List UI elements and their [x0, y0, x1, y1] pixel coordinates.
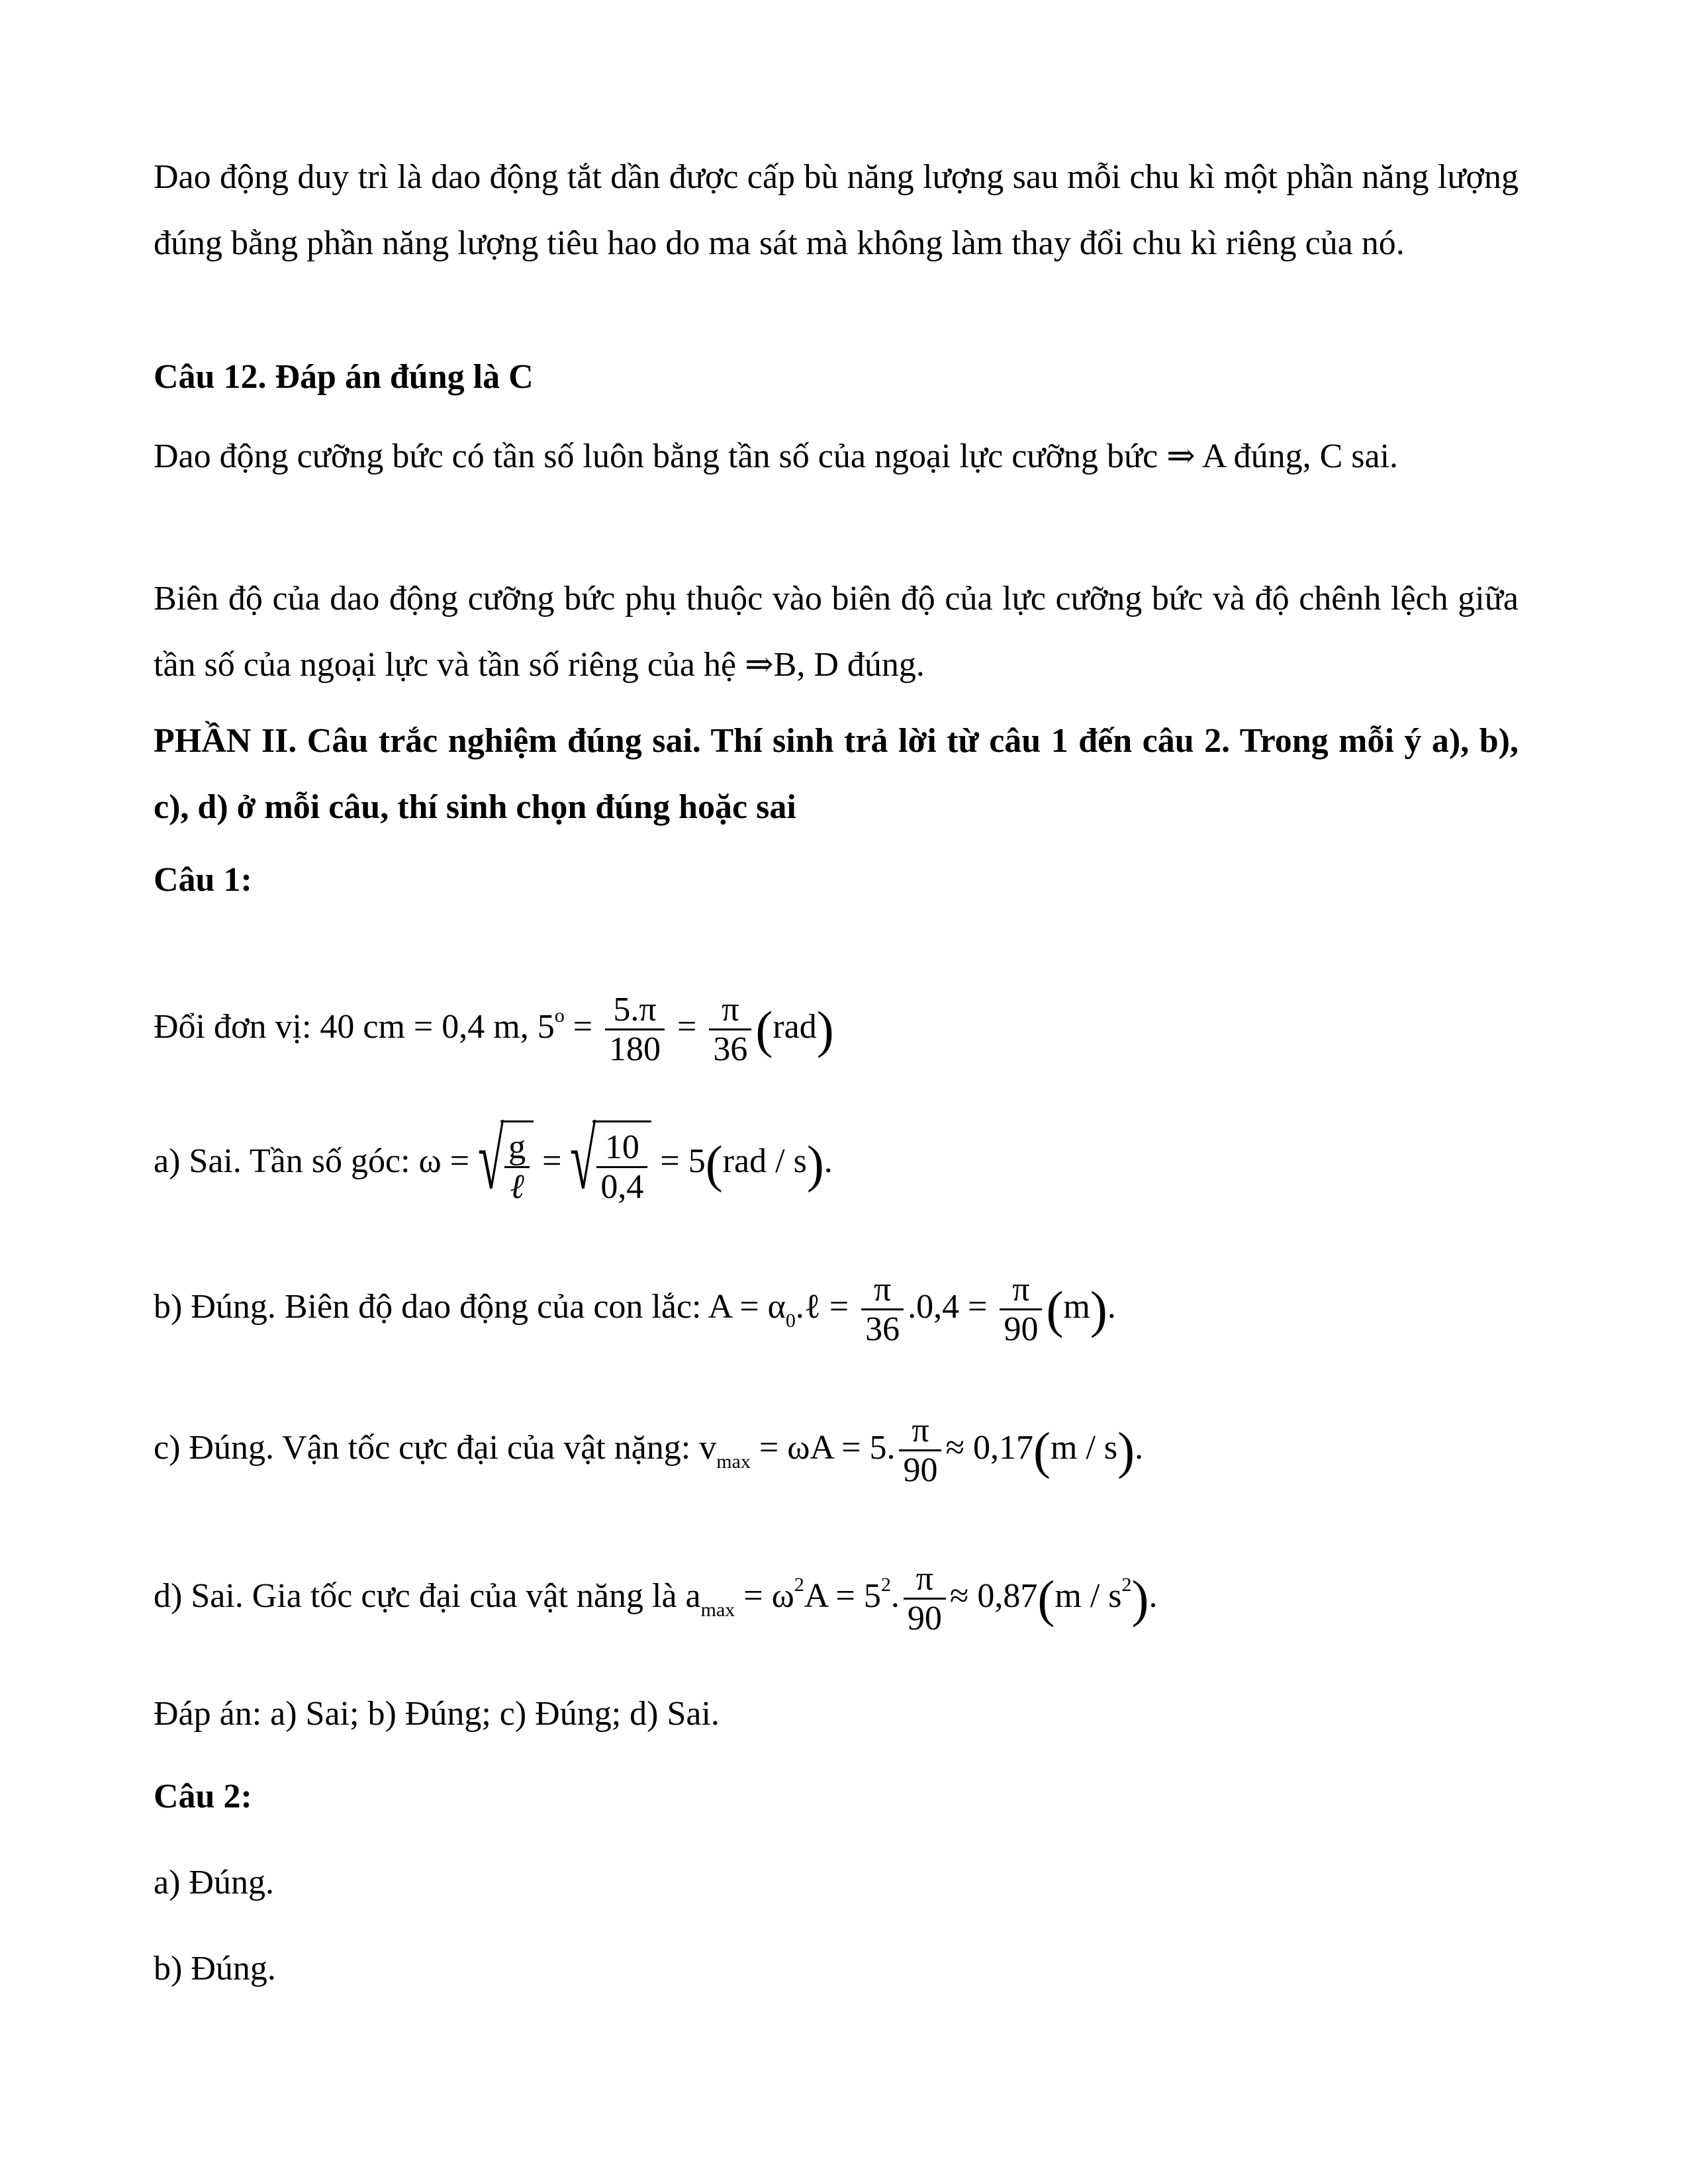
unit-rad: rad — [773, 1008, 817, 1046]
fraction-pi-90 — [904, 1561, 946, 1638]
fraction-denominator: ℓ — [504, 1166, 530, 1206]
cau12-para2: Biên độ của dao động cưỡng bức phụ thuộc vào biên độ của lực cưỡng bức và độ chênh lệch giữa tần số của ngoại lực và tần số riêng của hệ ⇒B, D đúng. — [154, 580, 1519, 684]
fraction-denominator: 90 — [1000, 1308, 1042, 1349]
intro-paragraph: Dao động duy trì là dao động tắt dần được cấp bù năng lượng sau mỗi chu kì một phần năng lượng đúng bằng phần năng lượng tiêu hao do ma sát mà không làm thay đổi chu kì riêng của nó. — [154, 158, 1519, 262]
item-c-label: c) Đúng. Vận tốc cực đại của vật nặng: — [154, 1429, 691, 1467]
period: . — [1149, 1577, 1158, 1615]
conversion-equation — [154, 976, 834, 1069]
unit-rad-s: rad / s — [722, 1142, 807, 1180]
cau12-para1: Dao động cưỡng bức có tần số luôn bằng tần số của ngoại lực cưỡng bức ⇒ A đúng, C sai. — [154, 437, 1399, 475]
fraction-denominator: 180 — [605, 1028, 665, 1069]
item-d-label: d) Sai. Gia tốc cực đại của vật năng là — [154, 1577, 677, 1615]
fraction-denominator: 36 — [861, 1308, 904, 1349]
right-paren: ) — [1117, 1422, 1135, 1480]
fraction-numerator: π — [873, 1270, 892, 1308]
unit-m-s: m / s — [1051, 1429, 1118, 1467]
degree-symbol: o — [554, 1005, 565, 1026]
unit-m: m — [1063, 1288, 1090, 1326]
fraction-g-l — [504, 1129, 530, 1206]
dot-l: .ℓ = — [795, 1288, 849, 1326]
eq-sign: = — [542, 1142, 562, 1180]
fraction-5pi-180 — [605, 991, 665, 1069]
cau1-answer: Đáp án: a) Sai; b) Đúng; c) Đúng; d) Sai. — [154, 1695, 720, 1733]
item-d-equation — [154, 1545, 1158, 1650]
item-b-label: b) Đúng. Biên độ dao động của con lắc: — [154, 1288, 702, 1326]
left-paren: ( — [1033, 1422, 1051, 1480]
conversion-label: Đổi đơn vị: 40 cm — [154, 1008, 405, 1046]
right-paren: ) — [806, 1135, 824, 1193]
period: . — [823, 1142, 833, 1180]
superscript-2: 2 — [1121, 1574, 1132, 1596]
item-a-label: a) Sai. Tần số góc: — [154, 1142, 410, 1180]
item-b-equation — [154, 1267, 1116, 1361]
v-expr: = ωA = 5. — [759, 1429, 896, 1467]
fraction-numerator: π — [912, 1411, 929, 1449]
left-paren: ( — [705, 1135, 723, 1193]
fraction-pi-36 — [709, 991, 751, 1069]
fraction-numerator: π — [915, 1559, 933, 1598]
fraction-numerator: 5.π — [613, 990, 657, 1028]
sqrt-g-over-l — [478, 1111, 534, 1208]
subscript-max: max — [716, 1451, 751, 1473]
fraction-denominator: 36 — [709, 1028, 751, 1069]
dot: . — [890, 1577, 900, 1615]
item-c-equation — [154, 1408, 1143, 1502]
v-symbol: v — [699, 1429, 717, 1467]
subscript-0: 0 — [785, 1310, 796, 1332]
conversion-eq1: = 0,4 m, 5 — [413, 1008, 555, 1046]
fraction-pi-90 — [1000, 1271, 1042, 1349]
fraction-pi-36 — [861, 1271, 904, 1349]
a-approx: ≈ 0,87 — [949, 1577, 1038, 1615]
fraction-denominator: 0,4 — [596, 1166, 647, 1206]
left-paren: ( — [1046, 1281, 1064, 1339]
amplitude-A: A = α — [708, 1288, 786, 1326]
fraction-numerator: π — [1012, 1270, 1030, 1308]
a-symbol: a — [685, 1577, 701, 1615]
fraction-denominator: 90 — [904, 1598, 946, 1638]
cau2-item-b: b) Đúng. — [154, 1950, 276, 1987]
a-expr-1: = ω — [743, 1577, 794, 1615]
v-approx: ≈ 0,17 — [945, 1429, 1034, 1467]
cau1-heading: Câu 1: — [154, 861, 252, 899]
omega-eq: ω = — [418, 1142, 470, 1180]
omega-result: = 5 — [660, 1142, 706, 1180]
fraction-pi-90 — [899, 1412, 941, 1490]
conversion-eq2: = — [573, 1008, 593, 1046]
fraction-denominator: 90 — [899, 1449, 941, 1490]
part2-heading: PHẦN II. Câu trắc nghiệm đúng sai. Thí sinh trả lời từ câu 1 đến câu 2. Trong mỗi ý a), b), c), d) ở mỗi câu, thí sinh chọn đúng hoặc sai — [154, 722, 1519, 826]
fraction-numerator: π — [722, 990, 739, 1028]
left-paren: ( — [1037, 1570, 1055, 1628]
period: . — [1107, 1288, 1116, 1326]
cau12-heading: Câu 12. Đáp án đúng là C — [154, 358, 534, 396]
subscript-max: max — [700, 1599, 735, 1621]
superscript-2: 2 — [794, 1574, 804, 1596]
cau2-heading: Câu 2: — [154, 1778, 252, 1815]
right-paren: ) — [1131, 1570, 1149, 1628]
left-paren: ( — [755, 1001, 773, 1059]
mid-expr: .0,4 = — [908, 1288, 988, 1326]
item-a-equation — [154, 1111, 833, 1208]
fraction-numerator: g — [508, 1128, 526, 1167]
radical-sign-icon: √ — [478, 1111, 504, 1207]
right-paren: ) — [816, 1001, 834, 1059]
radical-sign-icon: √ — [570, 1111, 596, 1207]
right-paren: ) — [1090, 1281, 1107, 1339]
fraction-numerator: 10 — [604, 1128, 639, 1167]
unit-m-s2: m / s — [1055, 1577, 1122, 1615]
cau2-item-a: a) Đúng. — [154, 1864, 274, 1901]
superscript-2: 2 — [880, 1574, 891, 1596]
fraction-10-0-4 — [596, 1129, 647, 1206]
conversion-eq3: = — [677, 1008, 697, 1046]
a-expr-2: A = 5 — [804, 1577, 881, 1615]
period: . — [1135, 1429, 1144, 1467]
sqrt-10-over-0-4 — [570, 1111, 651, 1208]
